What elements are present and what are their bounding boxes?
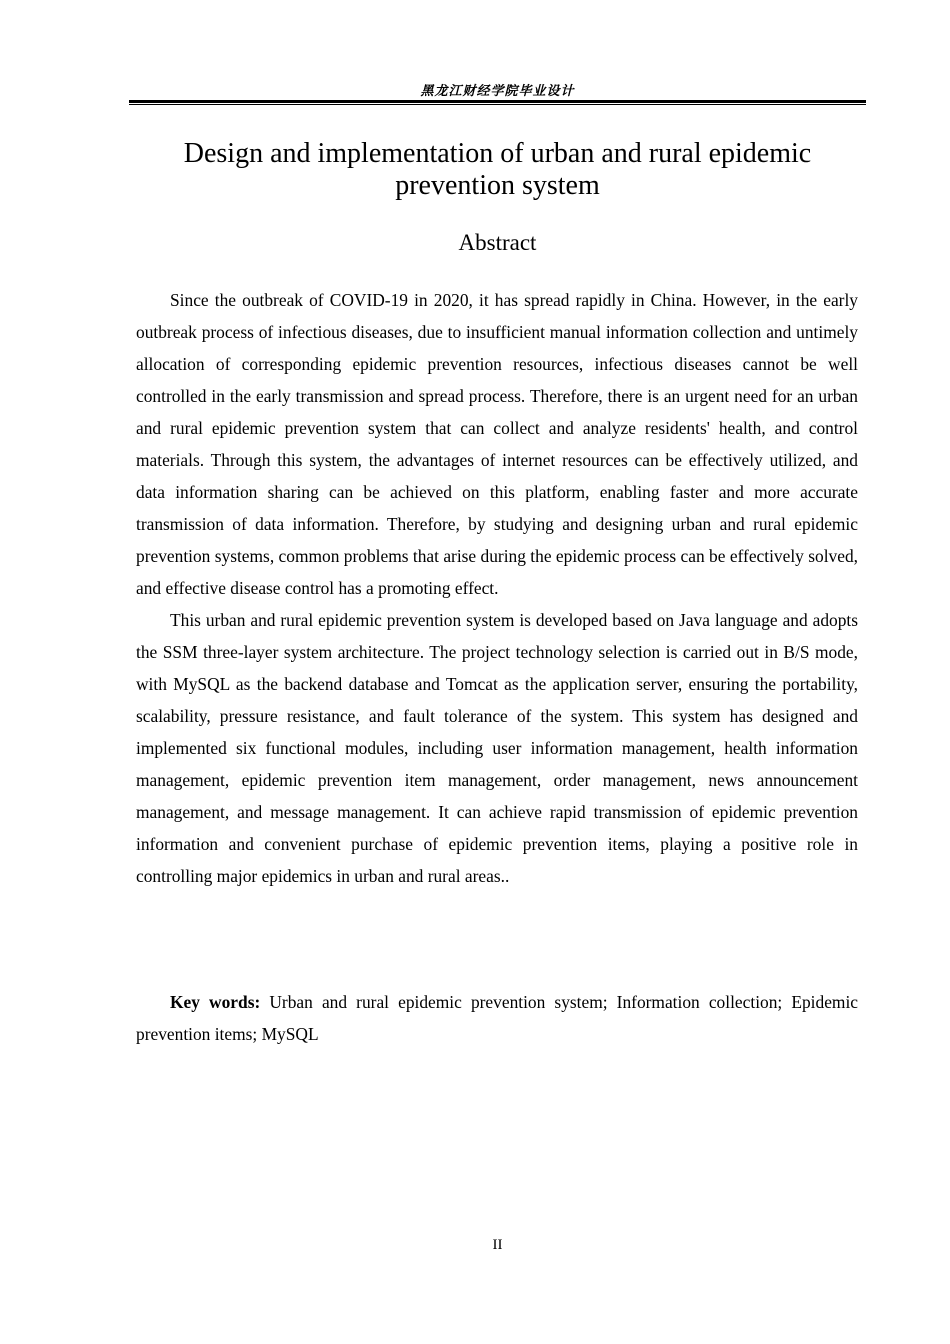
keywords-text: Urban and rural epidemic prevention system; Information collection; Epidemic prevention items; MySQL — [136, 992, 858, 1044]
document-title: Design and implementation of urban and rural epidemic prevention system — [183, 138, 812, 201]
page-number: II — [492, 1237, 503, 1253]
page-header: 黑龙江财经学院毕业设计 — [420, 84, 575, 99]
keywords — [136, 986, 858, 1050]
header-rule-thin — [129, 104, 866, 105]
abstract-heading: Abstract — [458, 230, 537, 255]
abstract-body — [136, 284, 858, 892]
header-rule-thick — [129, 100, 866, 103]
keywords-label: Key words: — [170, 992, 261, 1012]
abstract-paragraph-2: This urban and rural epidemic prevention system is developed based on Java language and adopts the SSM three-layer system architecture. The project technology selection is carried out in B/S mode, with MySQL as the backend database and Tomcat as the application server, ensuring the portability, scalability, pressure resistance, and fault tolerance of the system. This system has designed and implemented six functional modules, including user information management, health information management, epidemic prevention item management, order management, news announcement management, and message management. It can achieve rapid transmission of epidemic prevention information and convenient purchase of epidemic prevention items, playing a positive role in controlling major epidemics in urban and rural areas.. — [136, 610, 858, 886]
abstract-paragraph-1: Since the outbreak of COVID-19 in 2020, it has spread rapidly in China. However, in the early outbreak process of infectious diseases, due to insufficient manual information collection and untimely allocation of corresponding epidemic prevention resources, infectious diseases cannot be well controlled in the early transmission and spread process. Therefore, there is an urgent need for an urban and rural epidemic prevention system that can collect and analyze residents' health, and control materials. Through this system, the advantages of internet resources can be effectively utilized, and data information sharing can be achieved on this platform, enabling faster and more accurate transmission of data information. Therefore, by studying and designing urban and rural epidemic prevention systems, common problems that arise during the epidemic process can be effectively solved, and effective disease control has a promoting effect. — [136, 290, 858, 598]
header-divider — [129, 100, 866, 106]
